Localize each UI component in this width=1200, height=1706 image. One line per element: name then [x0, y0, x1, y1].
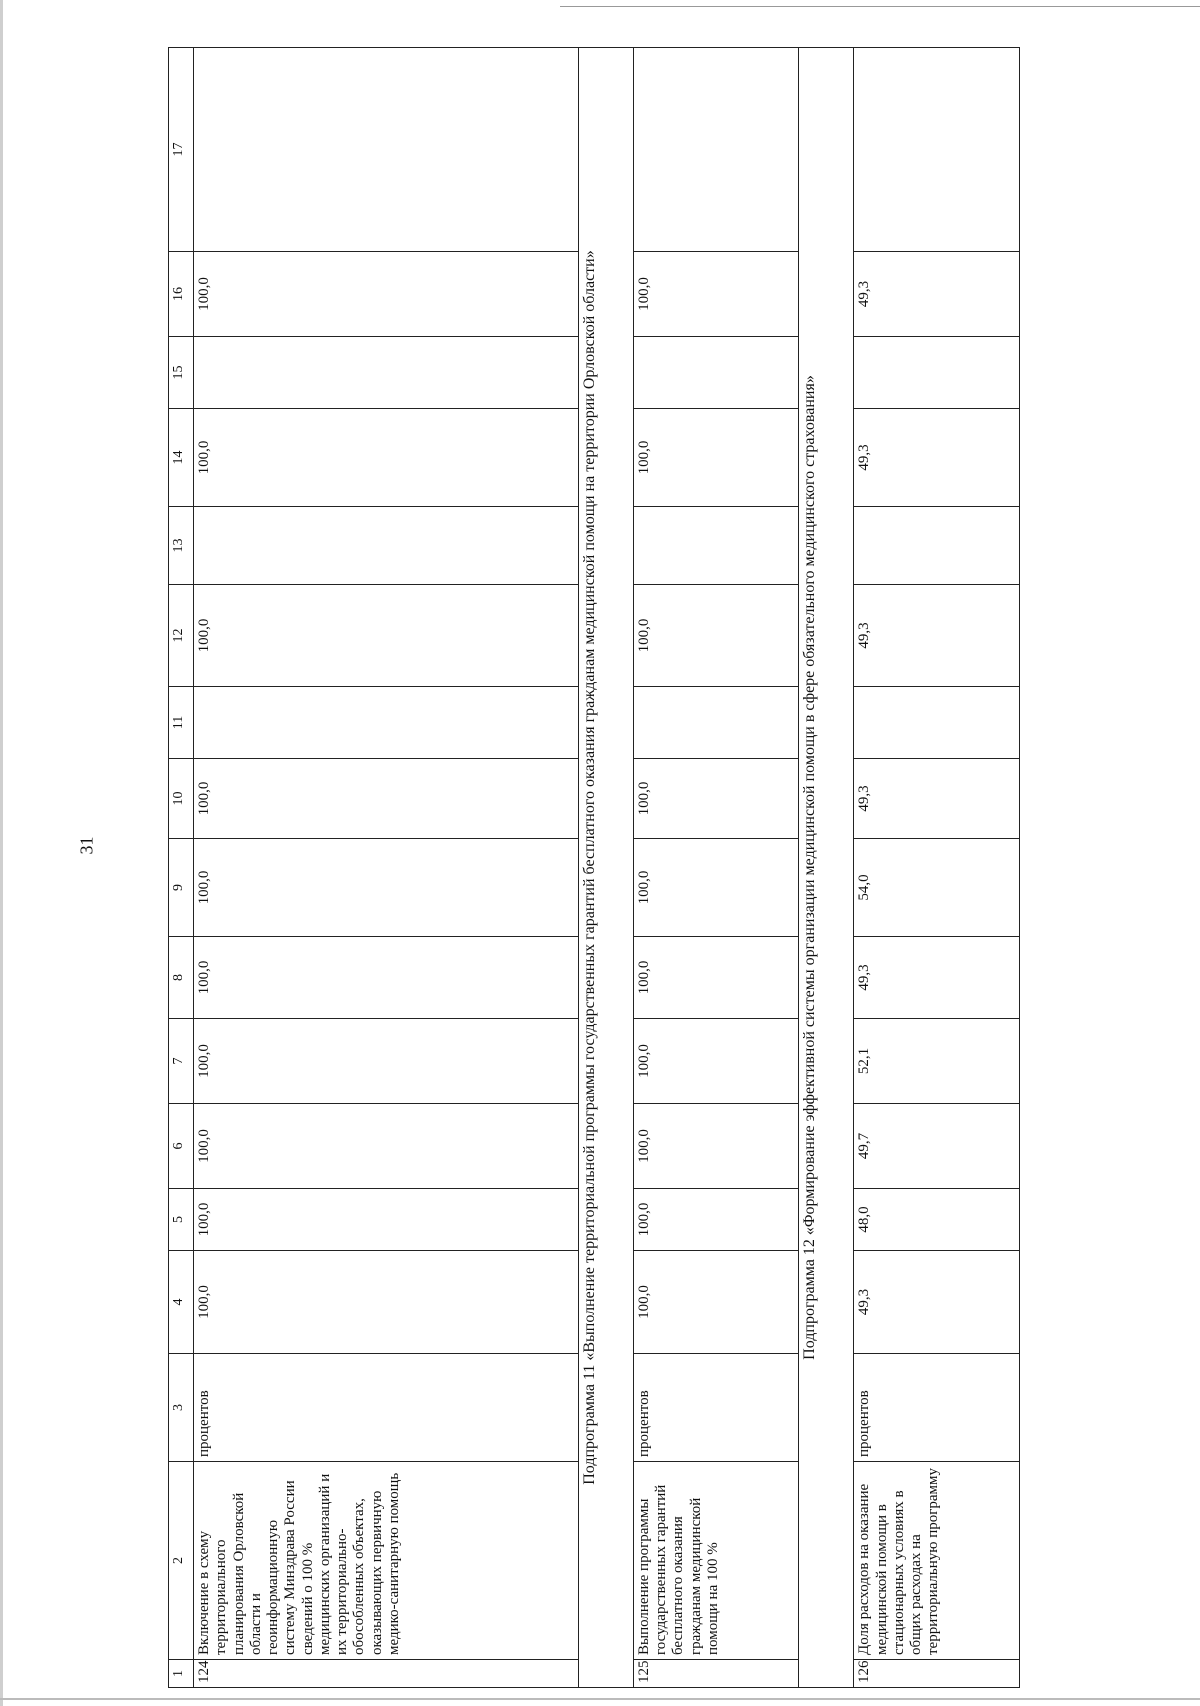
- scan-left-edge: [0, 0, 3, 1706]
- column-number: 4: [169, 1251, 194, 1354]
- column-number: 14: [169, 409, 194, 507]
- value-cell: 100,0: [194, 839, 579, 937]
- column-number: 5: [169, 1189, 194, 1251]
- value-cell: 100,0: [194, 1251, 579, 1354]
- indicator-name: Включение в схему территориального планирования Орловской области и геоинформационную систему Минздрава России сведений о 100 % медицинских организаций и их территориально-обособленных объектах, оказывающих первичную медико-санитарную помощь: [194, 1462, 579, 1660]
- value-cell: 100,0: [194, 1019, 579, 1104]
- value-cell: 49,3: [854, 585, 1020, 687]
- value-cell: [854, 687, 1020, 759]
- value-cell: [633, 687, 799, 759]
- value-cell: 100,0: [633, 585, 799, 687]
- scan-bottom-edge: [0, 1698, 1200, 1700]
- column-number: 17: [169, 48, 194, 252]
- column-number: 13: [169, 507, 194, 585]
- table-row-126: [854, 48, 1020, 1688]
- column-number: 1: [169, 1660, 194, 1688]
- value-cell: 49,3: [854, 937, 1020, 1019]
- value-cell: 100,0: [194, 1189, 579, 1251]
- value-cell: 100,0: [194, 759, 579, 839]
- value-cell: [194, 48, 579, 252]
- table-row-124: [194, 48, 579, 1688]
- table-row-125: [633, 48, 799, 1688]
- value-cell: 100,0: [633, 1104, 799, 1189]
- value-cell: 100,0: [633, 252, 799, 337]
- value-cell: 100,0: [194, 409, 579, 507]
- subprogram-title: Подпрограмма 12 «Формирование эффективной системы организации медицинской помощи в сфере обязательного медицинского страхования»: [799, 48, 854, 1688]
- value-cell: [194, 507, 579, 585]
- row-number: 126: [854, 1660, 1020, 1688]
- indicators-table: [168, 47, 1020, 1688]
- subprogram-row-11: [578, 48, 633, 1688]
- value-cell: [633, 48, 799, 252]
- rotated-table-container: [168, 48, 1020, 1688]
- scan-top-line: [560, 6, 1200, 7]
- value-cell: 49,3: [854, 409, 1020, 507]
- value-cell: 49,3: [854, 759, 1020, 839]
- column-number: 11: [169, 687, 194, 759]
- value-cell: [854, 507, 1020, 585]
- value-cell: [854, 48, 1020, 252]
- row-number: 125: [633, 1660, 799, 1688]
- value-cell: 100,0: [633, 409, 799, 507]
- value-cell: 100,0: [633, 839, 799, 937]
- column-number: 6: [169, 1104, 194, 1189]
- value-cell: [194, 337, 579, 409]
- unit: процентов: [194, 1354, 579, 1462]
- value-cell: 100,0: [194, 585, 579, 687]
- column-number-row: [169, 48, 194, 1688]
- unit: процентов: [854, 1354, 1020, 1462]
- value-cell: 100,0: [194, 252, 579, 337]
- value-cell: 100,0: [194, 937, 579, 1019]
- column-number: 16: [169, 252, 194, 337]
- value-cell: 100,0: [633, 1251, 799, 1354]
- value-cell: 49,3: [854, 252, 1020, 337]
- value-cell: 100,0: [194, 1104, 579, 1189]
- indicator-name: Доля расходов на оказание медицинской помощи в стационарных условиях в общих расходах на территориальную программу: [854, 1462, 1020, 1660]
- subprogram-title: Подпрограмма 11 «Выполнение территориальной программы государственных гарантий бесплатного оказания гражданам медицинской помощи на территории Орловской области»: [578, 48, 633, 1688]
- value-cell: 52,1: [854, 1019, 1020, 1104]
- column-number: 7: [169, 1019, 194, 1104]
- column-number: 15: [169, 337, 194, 409]
- value-cell: 49,7: [854, 1104, 1020, 1189]
- row-number: 124: [194, 1660, 579, 1688]
- column-number: 9: [169, 839, 194, 937]
- value-cell: 100,0: [633, 1019, 799, 1104]
- column-number: 12: [169, 585, 194, 687]
- value-cell: [633, 337, 799, 409]
- value-cell: 100,0: [633, 1189, 799, 1251]
- value-cell: [854, 337, 1020, 409]
- value-cell: 100,0: [633, 937, 799, 1019]
- value-cell: 48,0: [854, 1189, 1020, 1251]
- subprogram-row-12: [799, 48, 854, 1688]
- value-cell: [633, 507, 799, 585]
- value-cell: 100,0: [633, 759, 799, 839]
- page-number: 31: [76, 836, 97, 855]
- indicator-name: Выполнение программы государственных гарантий бесплатного оказания гражданам медицинской помощи на 100 %: [633, 1462, 799, 1660]
- value-cell: 54,0: [854, 839, 1020, 937]
- value-cell: 49,3: [854, 1251, 1020, 1354]
- column-number: 10: [169, 759, 194, 839]
- value-cell: [194, 687, 579, 759]
- column-number: 3: [169, 1354, 194, 1462]
- unit: процентов: [633, 1354, 799, 1462]
- column-number: 2: [169, 1462, 194, 1660]
- column-number: 8: [169, 937, 194, 1019]
